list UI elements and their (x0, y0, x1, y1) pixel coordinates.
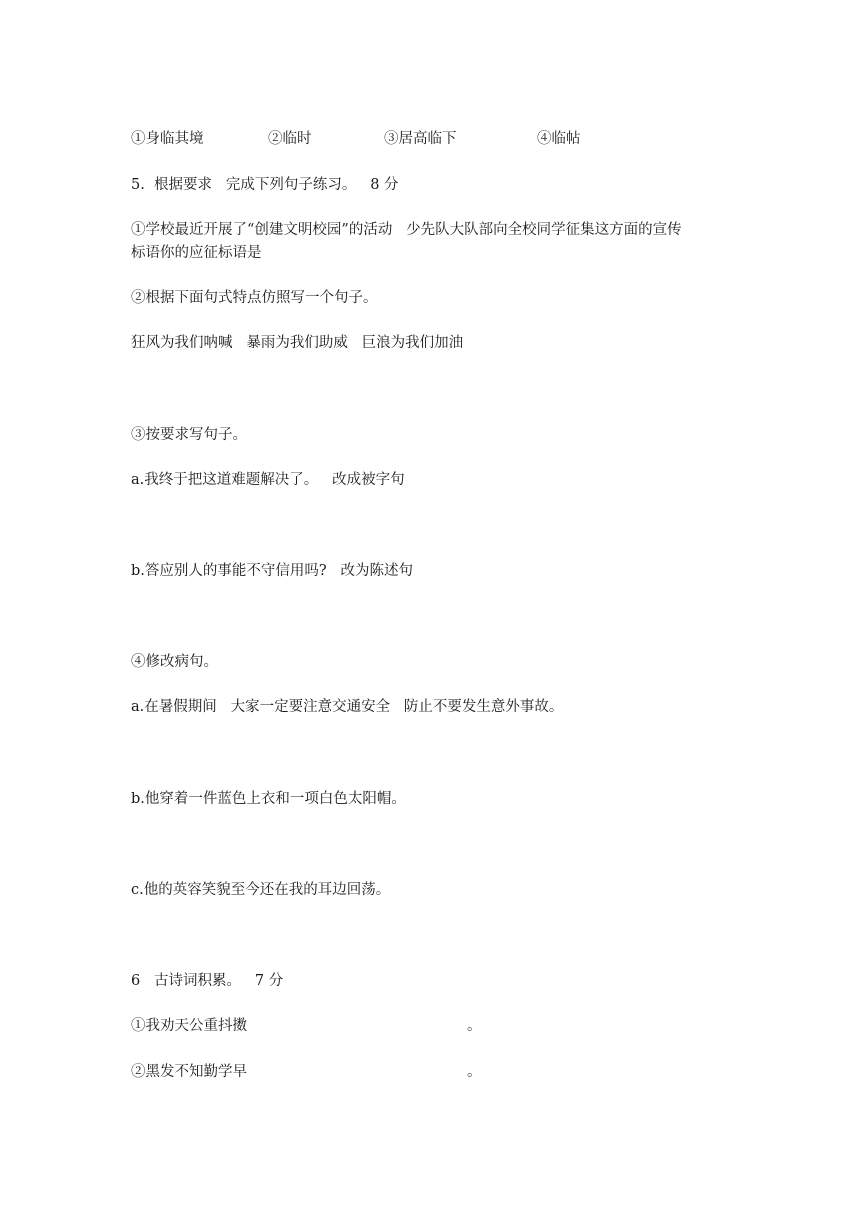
question-5-item-4: ④修改病句。 (131, 654, 218, 670)
question-5-item-1-line-1: ①学校最近开展了“创建文明校园”的活动 少先队大队部向全校同学征集这方面的宣传 (131, 222, 682, 238)
option-4: ④临帖 (537, 131, 581, 147)
question-5-item-1-line-2: 标语你的应征标语是 (131, 245, 262, 261)
question-5-item-3a: a.我终于把这道难题解决了。 改成被字句 (131, 472, 405, 488)
question-5-item-4c: c.他的英容笑貌至今还在我的耳边回荡。 (131, 882, 391, 898)
question-5-item-4a: a.在暑假期间 大家一定要注意交通安全 防止不要发生意外事故。 (131, 699, 564, 715)
question-5-item-3b: b.答应别人的事能不守信用吗? 改为陈述句 (131, 563, 413, 579)
option-3: ③居高临下 (384, 131, 457, 147)
question-6-line-1-end: 。 (467, 1018, 482, 1034)
question-5-item-3: ③按要求写句子。 (131, 427, 247, 443)
question-5-heading: 5. 根据要求 完成下列句子练习。 8 分 (131, 177, 399, 193)
option-1: ①身临其境 (131, 131, 204, 147)
question-6-heading: 6 古诗词积累。 7 分 (131, 973, 284, 989)
question-6-line-2: ②黑发不知勤学早 (131, 1064, 247, 1080)
question-6-line-2-end: 。 (467, 1064, 482, 1080)
option-2: ②临时 (268, 131, 312, 147)
question-6-line-1: ①我劝天公重抖擞 (131, 1018, 247, 1034)
question-5-item-2: ②根据下面句式特点仿照写一个句子。 (131, 290, 378, 306)
question-5-item-4b: b.他穿着一件蓝色上衣和一项白色太阳帽。 (131, 791, 406, 807)
question-5-item-2-example: 狂风为我们呐喊 暴雨为我们助威 巨浪为我们加油 (131, 335, 464, 351)
